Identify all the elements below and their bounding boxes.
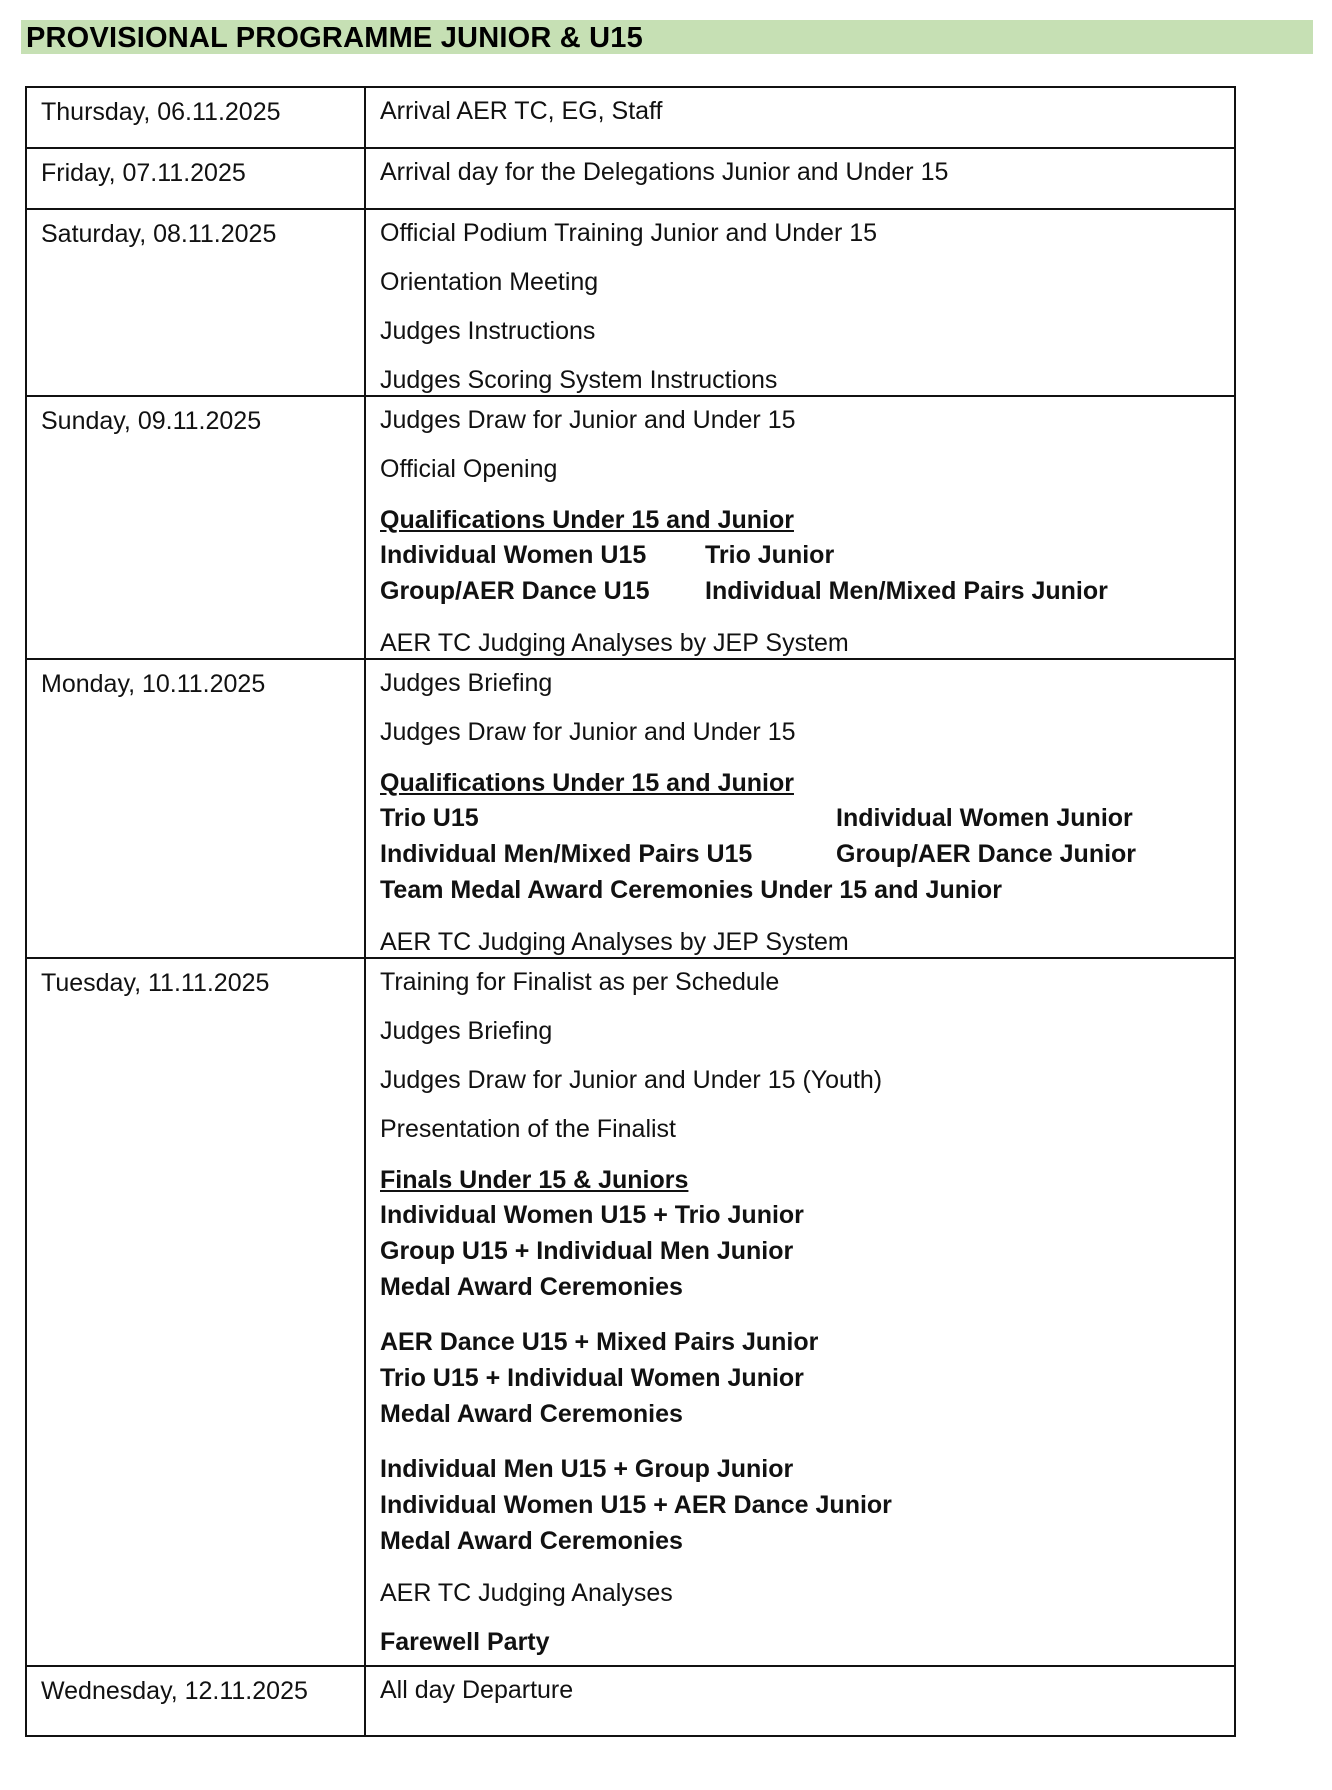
event-item: Judges Scoring System Instructions <box>380 366 778 394</box>
events-cell <box>365 87 1235 148</box>
events-cell <box>365 1666 1235 1736</box>
event-item: Official Podium Training Junior and Under 15 <box>380 219 878 247</box>
event-item: Judges Briefing <box>380 669 553 697</box>
event-item: Training for Finalist as per Schedule <box>380 968 780 996</box>
events-cell <box>365 958 1235 1666</box>
event-item: AER TC Judging Analyses by JEP System <box>380 928 849 956</box>
table-row-wednesday <box>26 1666 1235 1736</box>
events-cell <box>365 148 1235 209</box>
programme-table <box>25 86 1236 1737</box>
page-title: PROVISIONAL PROGRAMME JUNIOR & U15 <box>26 22 643 54</box>
date-cell: Thursday, 06.11.2025 <box>26 87 365 148</box>
table-row-tuesday <box>26 958 1235 1666</box>
final-item: Medal Award Ceremonies <box>380 1273 683 1301</box>
final-item: Medal Award Ceremonies <box>380 1527 683 1555</box>
event-item: All day Departure <box>380 1676 574 1704</box>
medal-ceremony-line: Team Medal Award Ceremonies Under 15 and Junior <box>380 876 1002 904</box>
finals-block-1 <box>380 1163 1234 1305</box>
table-row-friday <box>26 148 1235 209</box>
event-item: Presentation of the Finalist <box>380 1115 676 1143</box>
qualification-item: Individual Men/Mixed Pairs U15 <box>380 840 753 868</box>
date-cell: Friday, 07.11.2025 <box>26 148 365 209</box>
date-cell: Tuesday, 11.11.2025 <box>26 958 365 1666</box>
final-item: Medal Award Ceremonies <box>380 1400 683 1428</box>
finals-heading: Finals Under 15 & Juniors <box>380 1166 689 1194</box>
date-cell: Monday, 10.11.2025 <box>26 659 365 958</box>
final-item: AER Dance U15 + Mixed Pairs Junior <box>380 1328 819 1356</box>
qualifications-block <box>380 503 1234 609</box>
event-item: Judges Briefing <box>380 1017 553 1045</box>
title-bar <box>21 20 1313 54</box>
events-cell <box>365 659 1235 958</box>
qualification-item: Individual Men/Mixed Pairs Junior <box>705 577 1108 605</box>
event-item: Arrival AER TC, EG, Staff <box>380 97 663 125</box>
final-item: Individual Women U15 + AER Dance Junior <box>380 1491 892 1519</box>
final-item: Group U15 + Individual Men Junior <box>380 1237 794 1265</box>
qualifications-heading: Qualifications Under 15 and Junior <box>380 769 794 797</box>
event-item: Arrival day for the Delegations Junior and Under 15 <box>380 158 949 186</box>
qualifications-heading: Qualifications Under 15 and Junior <box>380 506 794 534</box>
table-row-monday <box>26 659 1235 958</box>
qualification-item: Trio U15 <box>380 804 479 832</box>
final-item: Trio U15 + Individual Women Junior <box>380 1364 804 1392</box>
qualifications-block <box>380 766 1234 908</box>
finals-block-2 <box>380 1324 1234 1432</box>
qualification-item: Individual Women Junior <box>836 804 1133 832</box>
qualification-item: Individual Women U15 <box>380 541 647 569</box>
event-item: Judges Draw for Junior and Under 15 <box>380 406 796 434</box>
event-item: Judges Draw for Junior and Under 15 <box>380 718 796 746</box>
event-item: Official Opening <box>380 455 558 483</box>
final-item: Individual Women U15 + Trio Junior <box>380 1201 804 1229</box>
qualification-row <box>380 537 1234 573</box>
qualification-item: Trio Junior <box>705 541 835 569</box>
event-item: AER TC Judging Analyses by JEP System <box>380 629 849 657</box>
table-row-sunday <box>26 396 1235 659</box>
qualification-row <box>380 836 1234 872</box>
table-row-saturday <box>26 209 1235 396</box>
event-item: Orientation Meeting <box>380 268 599 296</box>
date-cell: Saturday, 08.11.2025 <box>26 209 365 396</box>
date-cell: Wednesday, 12.11.2025 <box>26 1666 365 1736</box>
finals-block-3 <box>380 1451 1234 1559</box>
final-item: Individual Men U15 + Group Junior <box>380 1455 794 1483</box>
qualification-item: Group/AER Dance U15 <box>380 577 650 605</box>
qualification-row <box>380 800 1234 836</box>
qualification-row <box>380 573 1234 609</box>
events-cell <box>365 396 1235 659</box>
events-cell <box>365 209 1235 396</box>
qualification-item: Group/AER Dance Junior <box>836 840 1137 868</box>
event-item: Judges Instructions <box>380 317 596 345</box>
event-item: Judges Draw for Junior and Under 15 (Youth) <box>380 1066 883 1094</box>
date-cell: Sunday, 09.11.2025 <box>26 396 365 659</box>
farewell-party: Farewell Party <box>380 1628 550 1656</box>
table-row-thursday <box>26 87 1235 148</box>
event-item: AER TC Judging Analyses <box>380 1579 673 1607</box>
